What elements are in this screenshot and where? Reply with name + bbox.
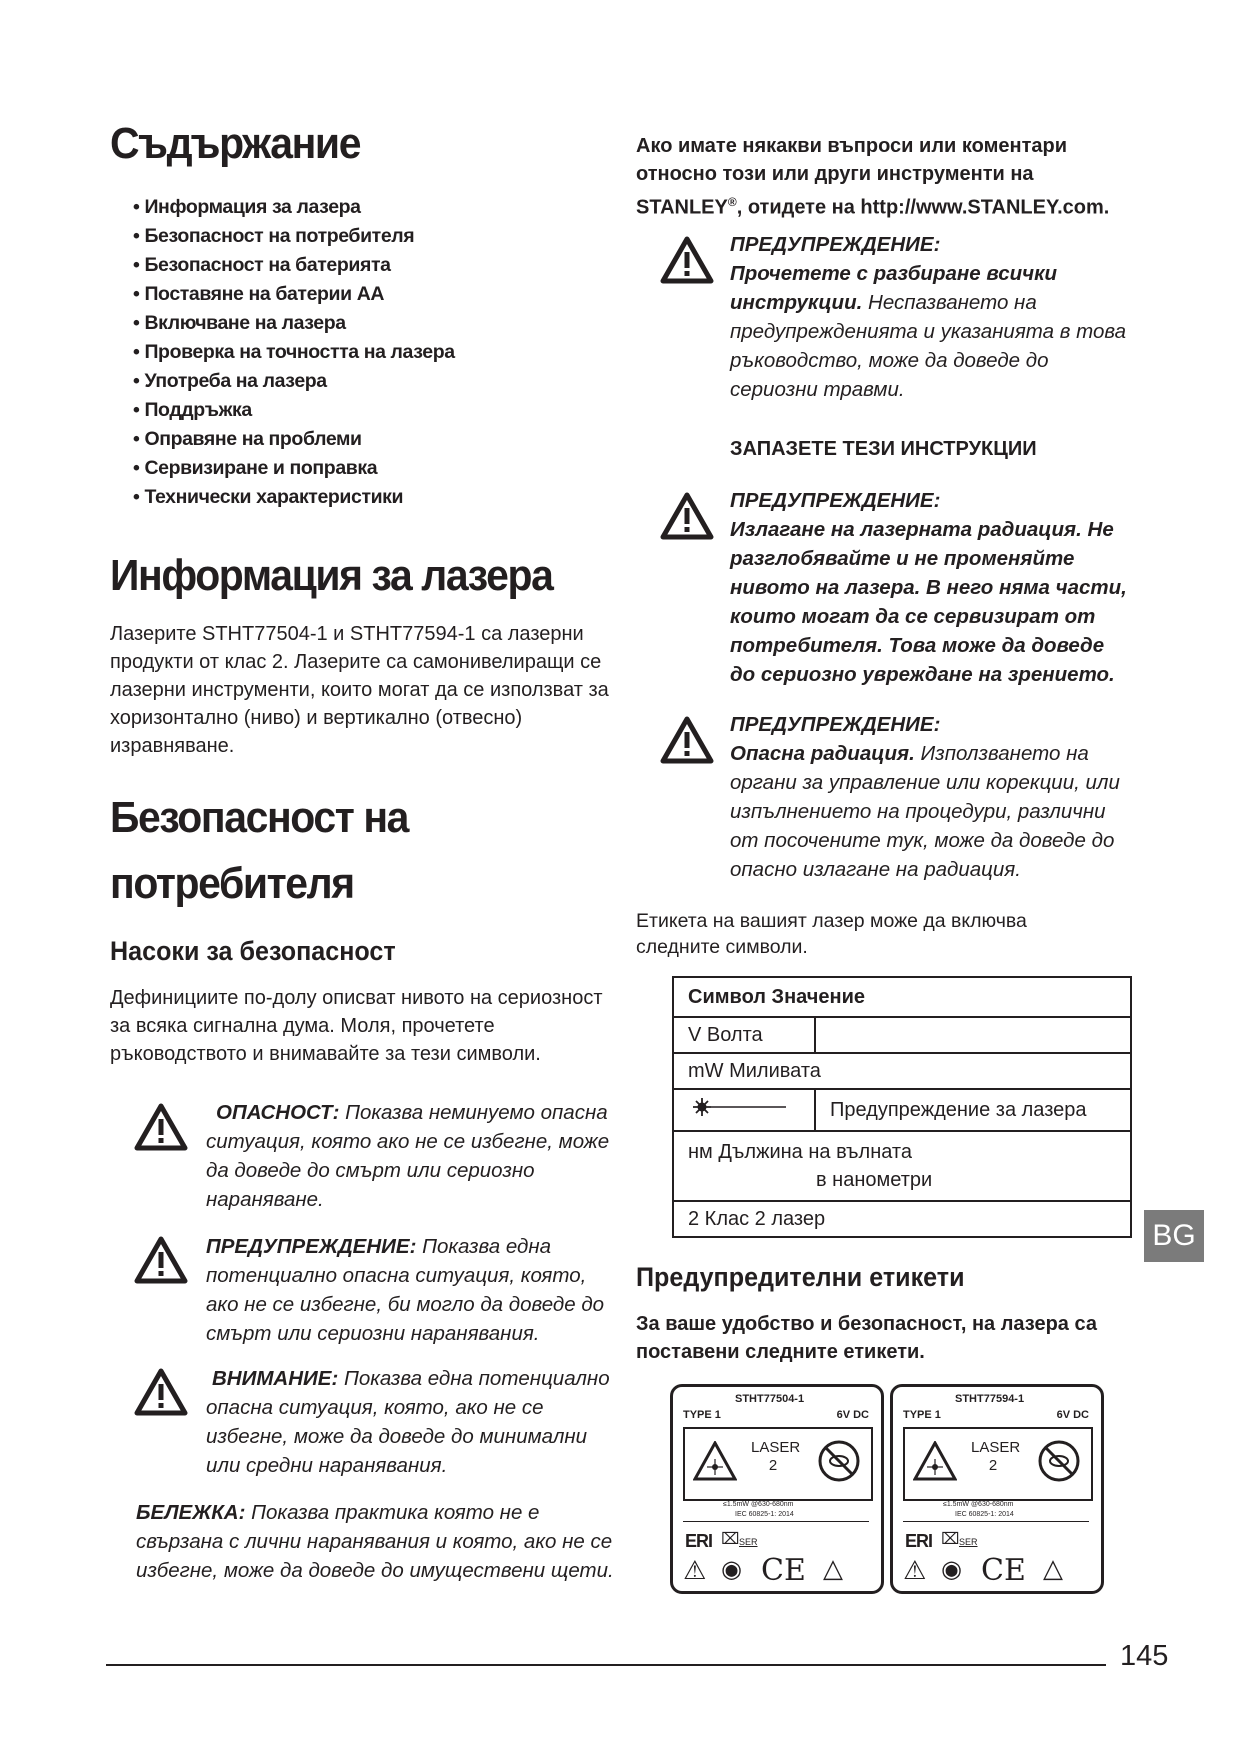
- contact-line: [636, 188, 1156, 222]
- user-safety-title-line2: потребителя: [110, 859, 354, 908]
- warning-text: Неспазването на предупрежденията и указанията в това ръководство, може да доведе до сериозни травми.: [730, 291, 1127, 401]
- label-ser: SER: [739, 1537, 758, 1547]
- warning-labels-title: Предупредителни етикети: [636, 1262, 965, 1292]
- warning-triangle-icon: ⚠: [903, 1555, 927, 1585]
- weee-bin-icon: ⌧: [941, 1531, 960, 1548]
- eac-mark-icon: ERI: [905, 1531, 933, 1551]
- toc-title: Съдържание: [110, 119, 361, 168]
- toc-item[interactable]: • Поставяне на батерии АА: [133, 283, 385, 305]
- warning-laser-radiation: [730, 486, 1130, 689]
- warning-label: ПРЕДУПРЕЖДЕНИЕ:: [730, 233, 941, 256]
- warning-triangle-icon: [660, 716, 714, 764]
- symbol-table: [672, 976, 1132, 1238]
- label-model: STHT77504-1: [735, 1393, 805, 1405]
- warning-definition: [206, 1232, 616, 1348]
- toc-list: [133, 193, 455, 512]
- caution-label: ВНИМАНИЕ:: [212, 1367, 339, 1390]
- warning-text: Показва една потенциално опасна ситуация, която, ако не се избегне, би могло да доведе до смърт или сериозни наранявания.: [206, 1235, 605, 1345]
- safety-intro: Дефинициите по-долу описват нивото на сериозност за всяка сигнална дума. Моля, прочетете ръководството и внимавайте за тези символи.: [110, 987, 603, 1065]
- toc-item[interactable]: • Технически характеристики: [133, 486, 404, 508]
- read-manual-icon: ◉: [721, 1556, 742, 1583]
- no-stare-icon: [817, 1439, 861, 1483]
- danger-definition: [206, 1098, 616, 1214]
- label-voltage: 6V DC: [836, 1409, 869, 1421]
- warning-triangle-icon: [134, 1368, 188, 1416]
- warning-labels-text: За ваше удобство и безопасност, на лазера са поставени следните етикети.: [636, 1313, 1097, 1363]
- stanley-brand: STANLEY: [636, 196, 728, 219]
- label-intro: Етикета на вашият лазер може да включва следните символи.: [636, 910, 1027, 958]
- read-manual-icon: ◉: [941, 1556, 962, 1583]
- contact-paragraph: [636, 132, 1156, 222]
- ce-mark: CE: [981, 1553, 1026, 1588]
- toc-item[interactable]: • Информация за лазера: [133, 196, 361, 218]
- weee-bin-icon: ⌧: [721, 1531, 740, 1548]
- laser-hazard-icon: [913, 1441, 957, 1481]
- registered-mark: ®: [727, 195, 737, 209]
- laser-class-text: LASER 2: [751, 1439, 801, 1474]
- warning-triangle-icon: ⚠: [683, 1555, 707, 1585]
- laser-class-box: [903, 1427, 1093, 1501]
- warning-text: Използването на органи за управление или корекции, или изпълнението на процедури, различни от посочените тук, може да доведе до опасно излагане на радиация.: [730, 742, 1120, 881]
- laser-beam-icon: [688, 1095, 788, 1119]
- table-row: V Волта: [673, 1017, 815, 1053]
- label-voltage: 6V DC: [1056, 1409, 1089, 1421]
- laser-label-card: [670, 1384, 884, 1594]
- page-number: 145: [1120, 1640, 1169, 1672]
- laser-class-text: LASER 2: [971, 1439, 1021, 1474]
- contact-line: Ако имате някакви въпроси или коментари: [636, 135, 1068, 157]
- warning-bold-text: Прочетете с разбиране всички инструкции.: [730, 262, 1058, 314]
- toc-item[interactable]: • Оправяне на проблеми: [133, 428, 362, 450]
- laser-symbol-cell: [673, 1089, 815, 1131]
- safety-guidelines-subtitle: Насоки за безопасност: [110, 936, 396, 966]
- contact-line: относно този или други инструменти на: [636, 163, 1034, 185]
- toc-item[interactable]: • Употреба на лазера: [133, 370, 327, 392]
- recycle-icon: △: [823, 1553, 843, 1583]
- warning-read-instructions: [730, 230, 1130, 404]
- caution-text: Показва една потенциално опасна ситуация, която, ако не се избегне, може да доведе до минимални или средни наранявания.: [206, 1367, 610, 1477]
- warning-bold-text: Опасна радиация.: [730, 742, 915, 765]
- danger-text: Показва неминуемо опасна ситуация, която ако не се избегне, може да доведе до смърт или сериозно нараняване.: [206, 1101, 610, 1211]
- note-text: Показва практика която не е свързана с лични наранявания и която, ако не се избегне, може да доведе до имуществени щети.: [136, 1501, 614, 1582]
- stanley-url[interactable]: , отидете на http://www.STANLEY.com.: [736, 196, 1110, 219]
- eac-mark-icon: ERI: [685, 1531, 713, 1551]
- language-tab: BG: [1144, 1210, 1204, 1262]
- user-safety-title-line1: Безопасност на: [110, 793, 409, 842]
- label-standard: IEC 60825-1: 2014: [955, 1511, 1014, 1518]
- label-spec: ≤1.5mW @630-680nm: [723, 1501, 794, 1508]
- note-definition: [136, 1498, 616, 1585]
- note-label: БЕЛЕЖКА:: [136, 1501, 246, 1524]
- toc-item[interactable]: • Сервизиране и поправка: [133, 457, 378, 479]
- toc-item[interactable]: • Безопасност на батерията: [133, 254, 391, 276]
- table-row: Предупреждение за лазера: [815, 1089, 1131, 1131]
- symbol-table-header: Символ Значение: [673, 977, 1131, 1017]
- warning-triangle-icon: [134, 1236, 188, 1284]
- label-model: STHT77594-1: [955, 1393, 1025, 1405]
- toc-item[interactable]: • Безопасност на потребителя: [133, 225, 415, 247]
- label-standard: IEC 60825-1: 2014: [735, 1511, 794, 1518]
- no-stare-icon: [1037, 1439, 1081, 1483]
- laser-class-box: [683, 1427, 873, 1501]
- danger-label: ОПАСНОСТ:: [216, 1101, 340, 1124]
- laser-label-card: [890, 1384, 1104, 1594]
- warning-label: ПРЕДУПРЕЖДЕНИЕ:: [730, 489, 941, 512]
- toc-item[interactable]: • Проверка на точността на лазера: [133, 341, 455, 363]
- table-row: нм Дължина на вълната в нанометри: [673, 1131, 1131, 1201]
- label-type: TYPE 1: [683, 1409, 721, 1421]
- recycle-icon: △: [1043, 1553, 1063, 1583]
- toc-item[interactable]: • Поддръжка: [133, 399, 252, 421]
- caution-definition: [206, 1364, 616, 1480]
- laser-info-body: Лазерите STHT77504-1 и STHT77594-1 са лазерни продукти от клас 2. Лазерите са самонивелиращи се лазерни инструменти, които могат да се използват за хоризонтално (ниво) и вертикално (отвесно) изравняване.: [110, 623, 609, 757]
- label-spec: ≤1.5mW @630-680nm: [943, 1501, 1014, 1508]
- footer-rule: [106, 1664, 1106, 1666]
- table-row: mW Миливата: [673, 1053, 1131, 1089]
- warning-bold-text: Излагане на лазерната радиация. Не разглобявайте и не променяйте нивото на лазера. В него няма части, които могат да се сервизират от потребителя. Това може да доведе до сериозно увреждане на зрението.: [730, 518, 1127, 686]
- warning-label: ПРЕДУПРЕЖДЕНИЕ:: [730, 713, 941, 736]
- warning-triangle-icon: [660, 492, 714, 540]
- laser-hazard-icon: [693, 1441, 737, 1481]
- warning-triangle-icon: [660, 236, 714, 284]
- label-type: TYPE 1: [903, 1409, 941, 1421]
- toc-item[interactable]: • Включване на лазера: [133, 312, 346, 334]
- warning-hazardous-radiation: [730, 710, 1130, 884]
- save-instructions-heading: ЗАПАЗЕТЕ ТЕЗИ ИНСТРУКЦИИ: [730, 438, 1037, 460]
- label-ser: SER: [959, 1537, 978, 1547]
- warning-label: ПРЕДУПРЕЖДЕНИЕ:: [206, 1235, 417, 1258]
- laser-info-title: Информация за лазера: [110, 551, 553, 600]
- warning-triangle-icon: [134, 1103, 188, 1151]
- ce-mark: CE: [761, 1553, 806, 1588]
- table-row: 2 Клас 2 лазер: [673, 1201, 1131, 1237]
